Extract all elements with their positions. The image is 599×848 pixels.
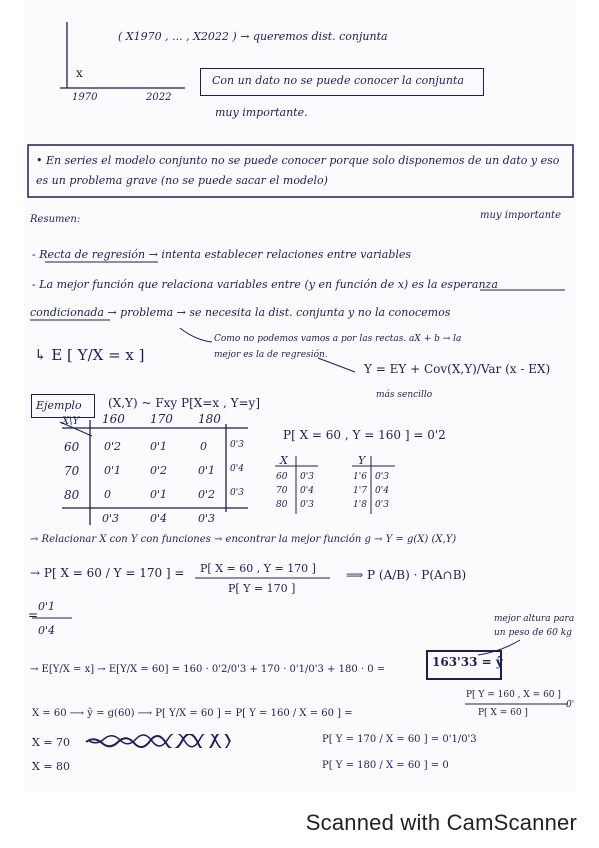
table-row-total: 0'3 — [230, 488, 244, 498]
expectation-line: → E[Y/X = x] → E[Y/X = 60] = 160 · 0'2/0'3 + 170 · 0'1/0'3 + 180 · 0 = — [30, 664, 386, 675]
marg-y-prob: 0'4 — [375, 486, 389, 496]
formula-e: ↳ E [ Y/X = x ] — [34, 346, 145, 364]
cond-prob-num: P[ X = 60 , Y = 170 ] — [200, 562, 316, 575]
table-row-total: 0'4 — [230, 464, 244, 474]
table-col-total: 0'3 — [198, 512, 216, 525]
marg-x-value: 60 — [276, 472, 288, 482]
x80-label: X = 80 — [32, 760, 71, 773]
mas-sencillo-note: más sencillo — [376, 390, 433, 400]
line-mejor-1: - La mejor función que relaciona variables entre (y en función de x) es la esperanza — [32, 278, 498, 291]
table-cell: 0 — [104, 488, 111, 501]
section-label: Resumen: — [30, 214, 81, 225]
marg-x-prob: 0'4 — [300, 486, 314, 496]
table-row-header: 80 — [64, 488, 80, 502]
marg-x-prob: 0'3 — [300, 472, 314, 482]
marg-x-value: 80 — [276, 500, 288, 510]
x60-frac-num: P[ Y = 160 , X = 60 ] — [466, 690, 561, 700]
table-col-header: 160 — [102, 412, 125, 426]
table-cell: 0'1 — [198, 464, 216, 477]
relacionar-line: → Relacionar X con Y con funciones → encontrar la mejor función g → Y = g(X) (X,Y) — [30, 534, 457, 545]
result-den: 0'4 — [38, 624, 56, 637]
side-note-1: mejor altura para — [494, 614, 575, 624]
marg-y-prob: 0'3 — [375, 500, 389, 510]
table-row-header: 70 — [64, 464, 80, 478]
marg-y-header: Y — [358, 454, 366, 467]
main-box-text: • En series el modelo conjunto no se puede conocer porque solo disponemos de un dato y eso es un problema grave (no se puede sacar el modelo) — [36, 154, 560, 187]
marg-x-prob: 0'3 — [300, 500, 314, 510]
formula-y: Y = EY + Cov(X,Y)/Var (x - EX) — [364, 362, 551, 376]
x60-line: X = 60 ⟶ ŷ = g(60) ⟶ P[ Y/X = 60 ] = P[ Y = 160 / X = 60 ] = — [32, 708, 353, 719]
note-rectas-2: mejor es la de regresión. — [214, 350, 328, 360]
table-cell: 0'1 — [104, 464, 122, 477]
cond-prob-rhs: ⟹ P (A/B) · P(A∩B) — [346, 568, 467, 582]
note-rectas-1: Como no podemos vamos a por las rectas. aX + b → la — [214, 334, 462, 344]
prob-example: P[ X = 60 , Y = 160 ] = 0'2 — [283, 428, 446, 442]
cond-prob-lhs: → P[ X = 60 / Y = 170 ] = — [30, 566, 185, 580]
table-col-total: 0'4 — [150, 512, 168, 525]
table-col-total: 0'3 — [102, 512, 120, 525]
note-important: muy importante. — [215, 106, 308, 119]
table-cell: 0'2 — [104, 440, 122, 453]
eq-sign: = — [28, 608, 39, 622]
x60-tail: 0' — [566, 700, 575, 710]
table-col-header: 180 — [198, 412, 221, 426]
table-corner: X\Y — [62, 416, 80, 427]
table-cell: 0'2 — [150, 464, 168, 477]
marg-x-value: 70 — [276, 486, 288, 496]
table-cell: 0'1 — [150, 440, 168, 453]
boxed-note: Con un dato no se puede conocer la conjunta — [212, 74, 464, 87]
table-row-total: 0'3 — [230, 440, 244, 450]
side-note-2: un peso de 60 kg — [494, 628, 572, 638]
x60-frac-den: P[ X = 60 ] — [478, 708, 528, 718]
line-mejor-2: condicionada → problema → se necesita la dist. conjunta y no la conocemos — [30, 306, 451, 319]
table-cell: 0'2 — [198, 488, 216, 501]
scribbled-out-text — [84, 734, 234, 748]
cond-prob-den: P[ Y = 170 ] — [228, 582, 296, 595]
result-num: 0'1 — [38, 600, 56, 613]
table-row-header: 60 — [64, 440, 80, 454]
muy-importante-note: muy importante — [480, 210, 561, 221]
marg-x-header: X — [280, 454, 288, 467]
scanner-watermark: Scanned with CamScanner — [305, 810, 577, 835]
x80-line: P[ Y = 180 / X = 60 ] = 0 — [322, 760, 449, 771]
expectation-result: 163'33 = ŷ — [432, 655, 503, 669]
table-col-header: 170 — [150, 412, 173, 426]
graph-axis-start: 1970 — [72, 92, 98, 103]
marg-y-value: 1'8 — [353, 500, 367, 510]
x70-line: P[ Y = 170 / X = 60 ] = 0'1/0'3 — [322, 734, 477, 745]
graph-axis-end: 2022 — [146, 92, 172, 103]
graph-point-mark: x — [76, 66, 83, 80]
marg-y-value: 1'6 — [353, 472, 367, 482]
table-cell: 0 — [200, 440, 207, 453]
ejemplo-text: (X,Y) ~ Fxy P[X=x , Y=y] — [108, 396, 261, 410]
header-text: ( X1970 , ... , X2022 ) → queremos dist. conjunta — [118, 30, 388, 43]
marg-y-prob: 0'3 — [375, 472, 389, 482]
ejemplo-label: Ejemplo — [36, 399, 82, 412]
table-cell: 0'1 — [150, 488, 168, 501]
line-recta: - Recta de regresión → intenta establecer relaciones entre variables — [32, 248, 412, 261]
x70-label: X = 70 — [32, 736, 71, 749]
marg-y-value: 1'7 — [353, 486, 367, 496]
